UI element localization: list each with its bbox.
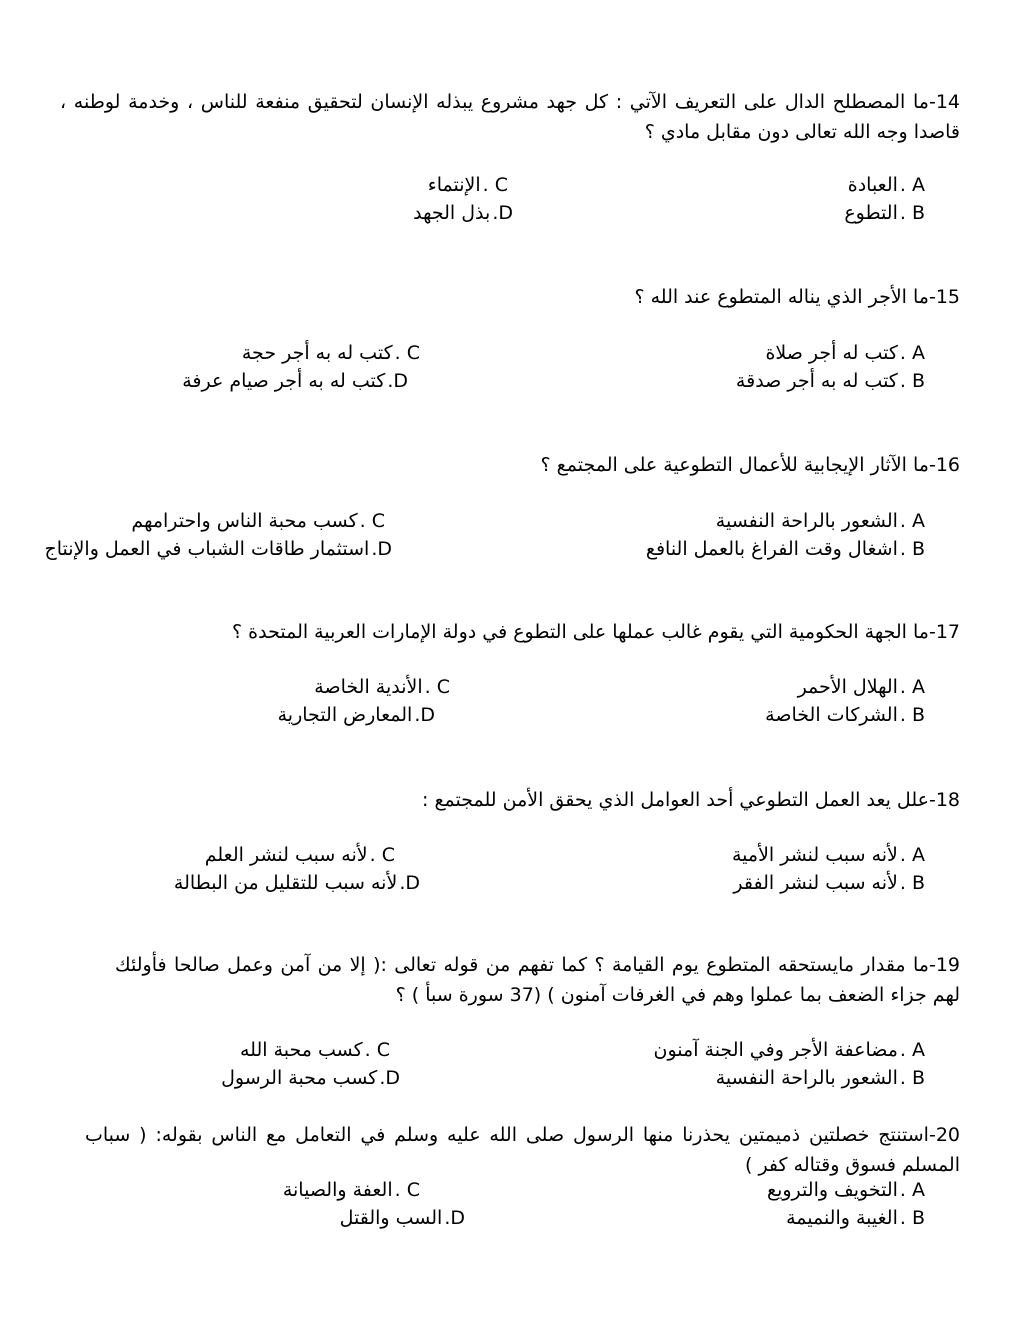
option-letter: B . — [899, 1067, 925, 1089]
option-text: الأندية الخاصة — [314, 676, 423, 698]
option-text: التخويف والترويع — [766, 1179, 898, 1201]
option-20-a[interactable] — [767, 1176, 925, 1204]
question-16: 16-ما الآثار الإيجابية للأعمال التطوعية على المجتمع ؟ — [540, 454, 960, 476]
option-letter: B . — [899, 370, 925, 392]
option-letter: C . — [424, 676, 450, 698]
option-letter: D. — [371, 538, 392, 560]
option-18-a[interactable] — [732, 841, 925, 869]
option-text: السب والقتل — [339, 1207, 443, 1229]
option-17-b[interactable] — [765, 701, 925, 729]
option-text: الشعور بالراحة النفسية — [715, 1067, 898, 1089]
option-15-c[interactable] — [242, 339, 420, 367]
option-text: لأنه سبب لنشر الفقر — [733, 872, 898, 894]
option-text: اشغال وقت الفراغ بالعمل النافع — [645, 538, 898, 560]
option-letter: C . — [482, 174, 508, 196]
option-16-c[interactable] — [131, 507, 385, 535]
option-letter: C . — [394, 342, 420, 364]
option-16-d[interactable] — [45, 535, 393, 563]
option-18-c[interactable] — [205, 841, 395, 869]
option-text: مضاعفة الأجر وفي الجنة آمنون — [653, 1039, 898, 1061]
option-text: كسب محبة الله — [239, 1039, 363, 1061]
option-18-d[interactable] — [174, 869, 420, 897]
option-17-d[interactable] — [278, 701, 435, 729]
question-19: 19-ما مقدار مايستحقه المتطوع يوم القيامة ؟ كما تفهم من قوله تعالى :( إلا من آمن وعمل صالحا فأولئك لهم جزاء الضعف بما عملوا وهم في الغرفات آمنون ) (37 سورة سبأ ) ؟ — [115, 954, 960, 1006]
option-letter: C . — [394, 1179, 420, 1201]
option-letter: A . — [899, 1039, 925, 1061]
option-text: الإنتماء — [427, 174, 481, 196]
option-text: المعارض التجارية — [277, 704, 413, 726]
option-letter: B . — [899, 1207, 925, 1229]
option-14-c[interactable] — [428, 171, 508, 199]
question-18: 18-علل يعد العمل التطوعي أحد العوامل الذي يحقق الأمن للمجتمع : — [422, 789, 960, 811]
option-text: الهلال الأحمر — [797, 676, 898, 698]
option-text: كتب له أجر صلاة — [765, 342, 898, 364]
option-text: الشركات الخاصة — [765, 704, 898, 726]
option-14-d[interactable] — [413, 199, 513, 227]
option-letter: C . — [369, 844, 395, 866]
option-text: الغيبة والنميمة — [786, 1207, 898, 1229]
question-14: 14-ما المصطلح الدال على التعريف الآتي : كل جهد مشروع يبذله الإنسان لتحقيق منفعة للناس ، وخدمة لوطنه ، قاصدا وجه الله تعالى دون مقابل مادي ؟ — [60, 91, 960, 143]
option-20-d[interactable] — [340, 1204, 465, 1232]
option-letter: A . — [899, 676, 925, 698]
option-letter: C . — [359, 510, 385, 532]
option-letter: D. — [379, 1067, 400, 1089]
option-text: التطوع — [844, 202, 898, 224]
option-15-a[interactable] — [765, 339, 925, 367]
option-letter: D. — [414, 704, 435, 726]
question-15: 15-ما الأجر الذي يناله المتطوع عند الله ؟ — [634, 286, 960, 308]
option-text: كسب محبة الناس واحترامهم — [131, 510, 358, 532]
option-letter: A . — [899, 342, 925, 364]
option-text: كتب له به أجر حجة — [241, 342, 393, 364]
option-letter: D. — [492, 202, 513, 224]
option-19-c[interactable] — [240, 1036, 390, 1064]
option-text: كتب له به أجر صيام عرفة — [182, 370, 386, 392]
option-text: العفة والصيانة — [282, 1179, 393, 1201]
option-14-a[interactable] — [848, 171, 925, 199]
option-text: لأنه سبب لنشر العلم — [204, 844, 368, 866]
option-letter: A . — [899, 844, 925, 866]
option-letter: B . — [899, 704, 925, 726]
option-letter: C . — [364, 1039, 390, 1061]
option-19-a[interactable] — [654, 1036, 925, 1064]
option-18-b[interactable] — [733, 869, 925, 897]
option-text: الشعور بالراحة النفسية — [715, 510, 898, 532]
option-text: العبادة — [847, 174, 898, 196]
option-15-b[interactable] — [736, 367, 925, 395]
option-19-b[interactable] — [716, 1064, 925, 1092]
option-16-a[interactable] — [716, 507, 925, 535]
option-text: لأنه سبب للتقليل من البطالة — [173, 872, 398, 894]
option-letter: D. — [387, 370, 408, 392]
option-15-d[interactable] — [182, 367, 408, 395]
option-letter: D. — [399, 872, 420, 894]
option-text: كتب له به أجر صدقة — [735, 370, 898, 392]
option-text: كسب محبة الرسول — [221, 1067, 378, 1089]
option-text: استثمار طاقات الشباب في العمل والإنتاج — [44, 538, 370, 560]
option-letter: A . — [899, 1179, 925, 1201]
option-letter: A . — [899, 510, 925, 532]
option-letter: B . — [899, 538, 925, 560]
option-17-c[interactable] — [314, 673, 450, 701]
option-17-a[interactable] — [798, 673, 925, 701]
option-letter: B . — [899, 872, 925, 894]
question-17: 17-ما الجهة الحكومية التي يقوم غالب عملها على التطوع في دولة الإمارات العربية المتحدة ؟ — [232, 621, 960, 643]
option-letter: A . — [899, 174, 925, 196]
option-text: لأنه سبب لنشر الأمية — [731, 844, 898, 866]
option-19-d[interactable] — [221, 1064, 400, 1092]
option-letter: B . — [899, 202, 925, 224]
option-letter: D. — [444, 1207, 465, 1229]
option-14-b[interactable] — [844, 199, 925, 227]
option-20-b[interactable] — [786, 1204, 925, 1232]
question-20: 20-استنتج خصلتين ذميمتين يحذرنا منها الرسول صلى الله عليه وسلم في التعامل مع الناس بقوله: ( سباب المسلم فسوق وقتاله كفر ) — [85, 1124, 960, 1176]
option-20-c[interactable] — [283, 1176, 420, 1204]
option-16-b[interactable] — [646, 535, 925, 563]
option-text: بذل الجهد — [413, 202, 491, 224]
